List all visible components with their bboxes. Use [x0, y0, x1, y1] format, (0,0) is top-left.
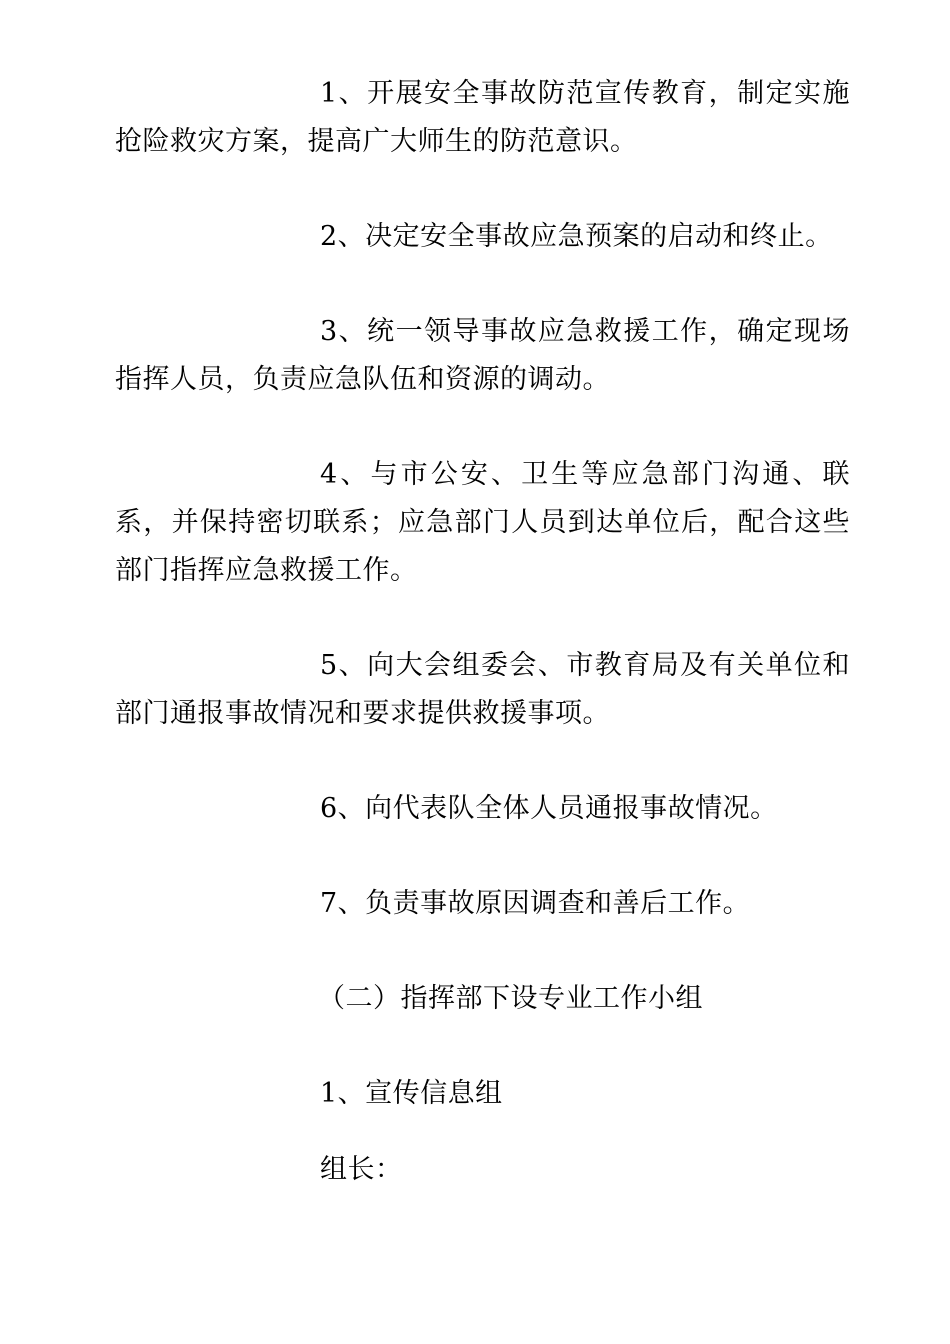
paragraph-duty-5: 5、向大会组委会、市教育局及有关单位和部门通报事故情况和要求提供救援事项。: [115, 650, 850, 729]
paragraph-duty-4: 4、与市公安、卫生等应急部门沟通、联系，并保持密切联系；应急部门人员到达单位后，配合这些部门指挥应急救援工作。: [115, 459, 850, 586]
subsection-heading: 1、宣传信息组: [320, 1078, 503, 1109]
group-leader-label: 组长：: [320, 1154, 403, 1185]
paragraph-duty-7: 7、负责事故原因调查和善后工作。: [320, 888, 751, 919]
paragraph-duty-6: 6、向代表队全体人员通报事故情况。: [320, 793, 778, 824]
paragraph-duty-1: 1、开展安全事故防范宣传教育，制定实施抢险救灾方案，提高广大师生的防范意识。: [115, 78, 850, 157]
paragraph-duty-2: 2、决定安全事故应急预案的启动和终止。: [320, 221, 833, 252]
section-heading: （二）指挥部下设专业工作小组: [318, 983, 703, 1014]
paragraph-duty-3: 3、统一领导事故应急救援工作，确定现场指挥人员，负责应急队伍和资源的调动。: [115, 316, 850, 395]
